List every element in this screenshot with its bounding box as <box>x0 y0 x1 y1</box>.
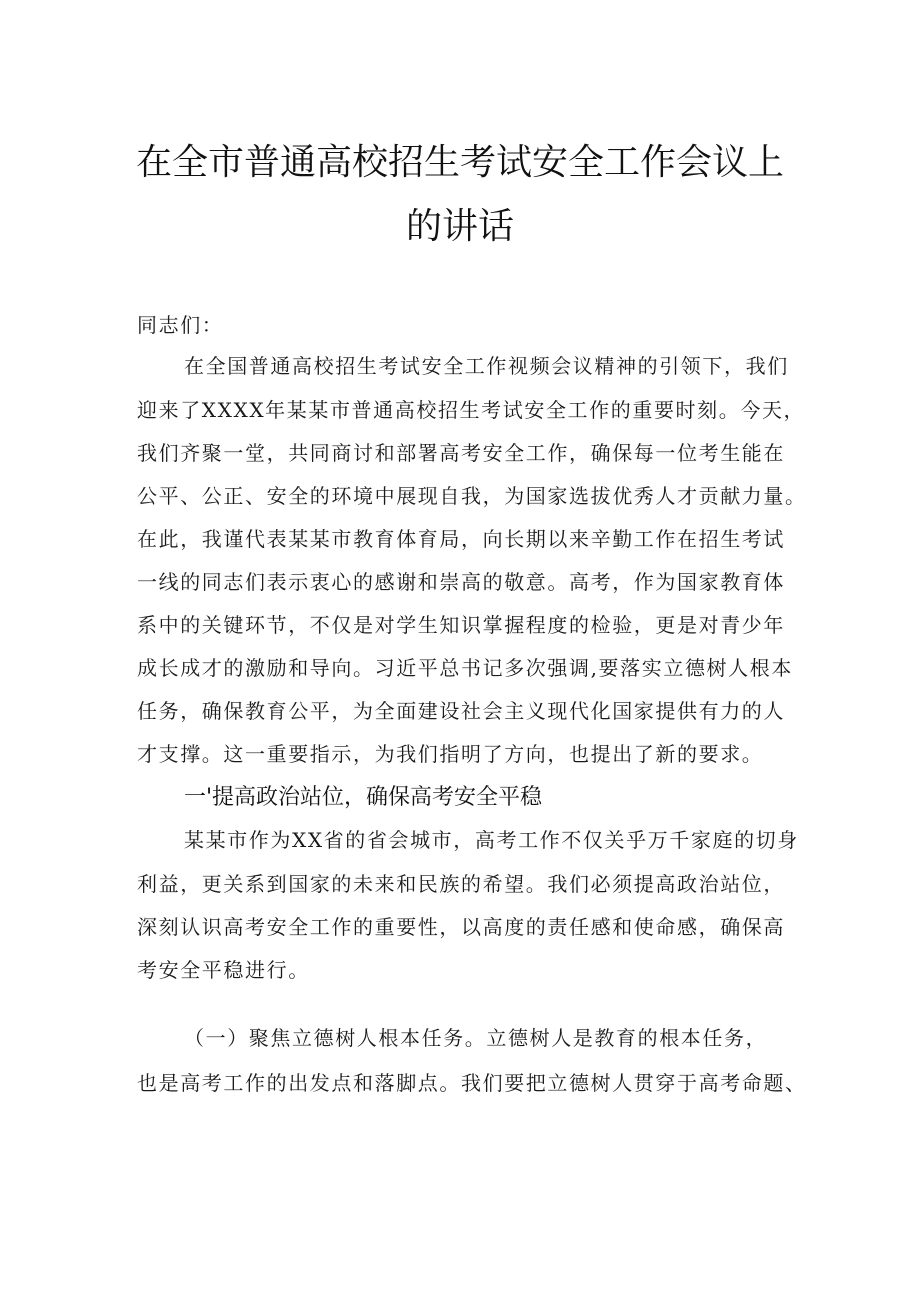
paragraph-1-line: 我们齐聚一堂，共同商讨和部署高考安全工作，确保每一位考生能在 <box>137 441 785 465</box>
paragraph-1-line: 在此，我谨代表某某市教育体育局，向长期以来辛勤工作在招生考试 <box>137 527 785 551</box>
section-heading: 一'提高政治站位，确保高考安全平稳 <box>184 785 543 810</box>
paragraph-3-line: 也是高考工作的出发点和落脚点。我们要把立德树人贯穿于高考命题、 <box>137 1071 807 1095</box>
document-title-line-2: 的讲话 <box>405 206 514 247</box>
paragraph-1-line: 系中的关键环节，不仅是对学生知识掌握程度的检验，更是对青少年 <box>137 613 785 637</box>
paragraph-2-line: 利益，更关系到国家的未来和民族的希望。我们必须提高政治站位， <box>137 872 785 896</box>
paragraph-1-line: 任务，确保教育公平，为全面建设社会主义现代化国家提供有力的人 <box>137 699 785 723</box>
paragraph-1-line: 迎来了XXXX年某某市普通高校招生考试安全工作的重要时刻。今天， <box>137 398 806 422</box>
salutation: 同志们： <box>137 313 224 337</box>
paragraph-2-line: 深刻认识高考安全工作的重要性，以高度的责任感和使命感，确保高 <box>137 915 785 939</box>
paragraph-1-line: 在全国普通高校招生考试安全工作视频会议精神的引领下，我们 <box>184 354 789 378</box>
paragraph-1-line: 才支撑。这一重要指示，为我们指明了方向，也提出了新的要求。 <box>137 742 764 766</box>
document-title-line-1: 在全市普通高校招生考试安全工作会议上 <box>135 142 784 183</box>
paragraph-1-line: 成长成才的激励和导向。习近平总书记多次强调,要落实立德树人根本 <box>137 656 793 680</box>
paragraph-3-line: （一）聚焦立德树人根本任务。立德树人是教育的根本任务， <box>184 1026 768 1050</box>
paragraph-2-line: 某某市作为XX省的省会城市，高考工作不仅关乎万千家庭的切身 <box>184 828 799 852</box>
paragraph-2-line: 考安全平稳进行。 <box>137 958 310 982</box>
paragraph-1-line: 公平、公正、安全的环境中展现自我，为国家选拔优秀人才贡献力量。 <box>137 484 807 508</box>
paragraph-1-line: 一线的同志们表示衷心的感谢和崇高的敬意。高考，作为国家教育体 <box>137 570 785 594</box>
